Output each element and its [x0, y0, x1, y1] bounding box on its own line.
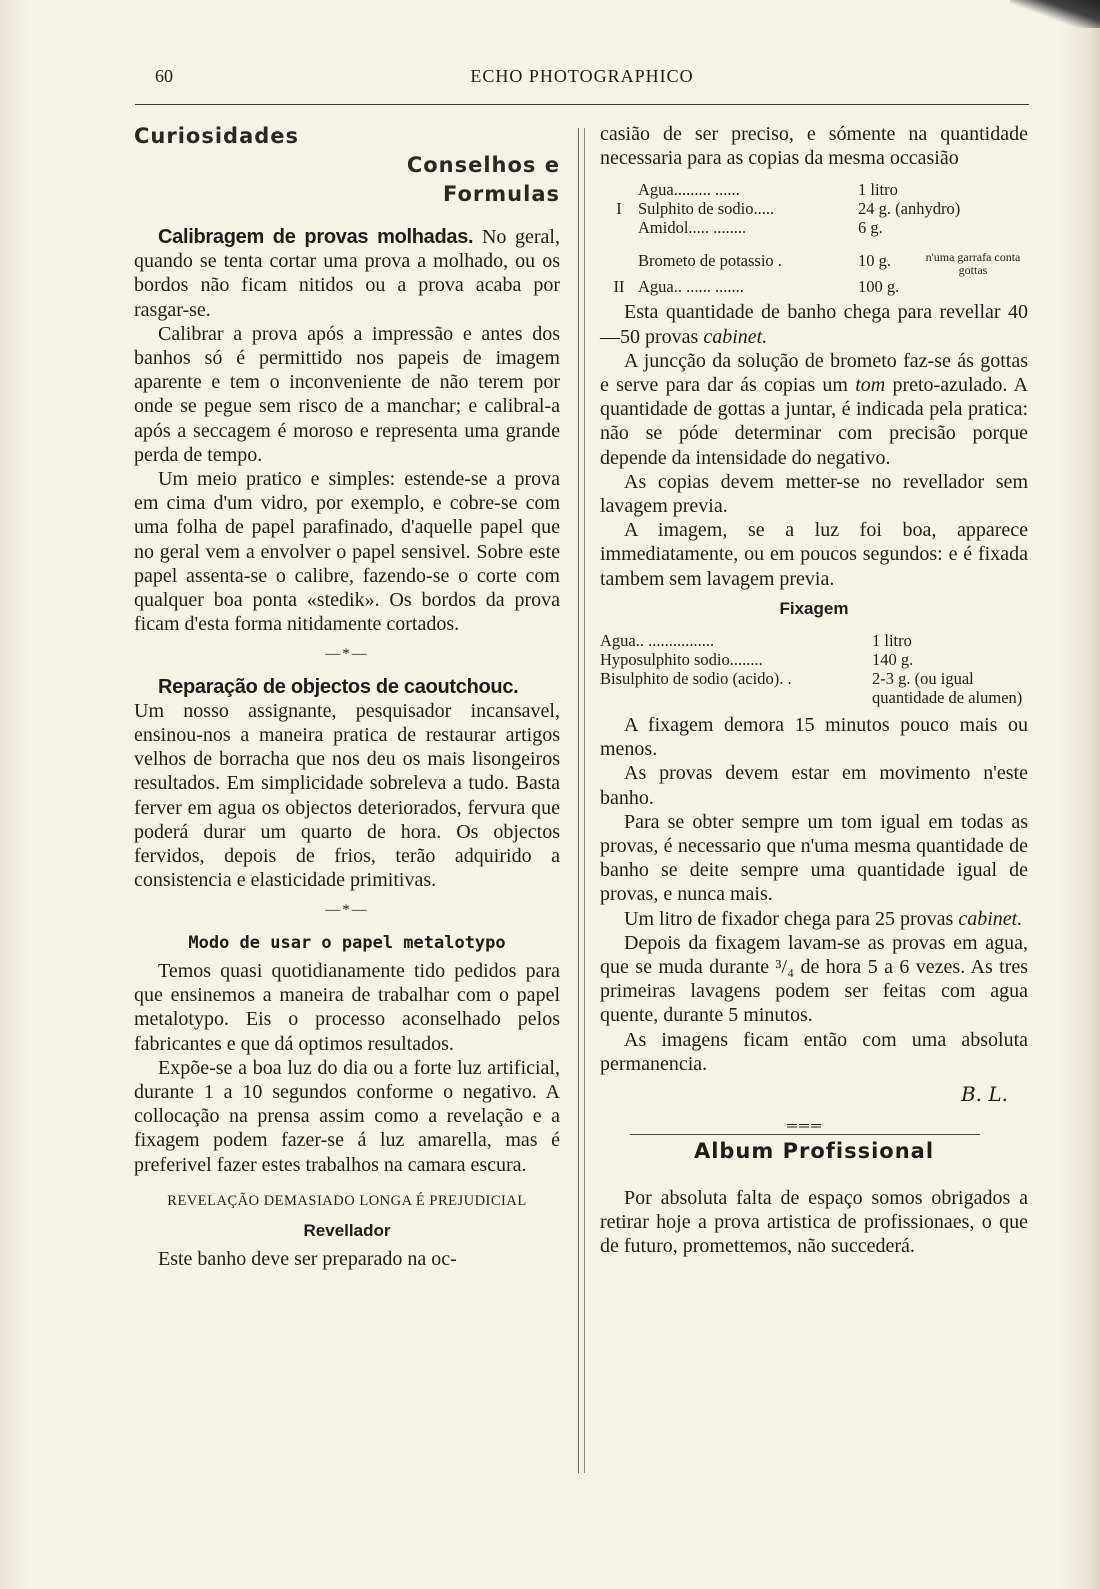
ingredient-value: 2-3 g. (ou igual quantidade de alumen) — [872, 669, 1023, 708]
section-title-line: Formulas — [443, 182, 560, 206]
formula-row — [600, 218, 1028, 237]
page-corner-shadow — [1010, 0, 1100, 28]
right-column — [600, 122, 1028, 1258]
fixagem-formula — [600, 631, 1028, 707]
ingredient-name: Amidol..... ........ — [638, 218, 747, 238]
calibragem-paragraph-3: Um meio pratico e simples: estende-se a prova em cima d'um vidro, por exemplo, e cobre-se com uma folha de papel parafinado, d'aquelle papel que no geral vem a envolver o papel sensivel. Sobre este papel assenta-se o calibre, fazendo-se o corte com qualquer boa ponta «stedik». Os bordos da prova ficam d'esta forma nitidamente cortados. — [134, 468, 560, 636]
revellador-heading: Revellador — [303, 1220, 391, 1240]
separator-star: —*— — [325, 646, 369, 663]
paragraph-movimento: As provas devem estar em movimento n'este banho. — [600, 762, 1028, 809]
album-title: Album Profissional — [693, 1139, 935, 1164]
reparacao-heading-line — [134, 675, 560, 699]
header-rule — [135, 104, 1029, 105]
calibragem-heading: Calibragem de provas molhadas. — [158, 226, 474, 248]
ingredient-name: Hyposulphito sodio........ — [600, 650, 763, 670]
separator-star: —*— — [325, 902, 369, 919]
ingredient-value: 1 litro — [872, 631, 912, 651]
formula-row — [600, 199, 1028, 218]
ingredient-name: Agua.. ...... ....... — [638, 277, 744, 297]
revellador-paragraph: Este banho deve ser preparado na oc- — [158, 1248, 457, 1271]
paragraph-copias: As copias devem metter-se no revellador sem lavagem previa. — [600, 470, 1028, 518]
reparacao-heading: Reparação de objectos de caoutchouc. — [158, 675, 519, 698]
paragraph-lavagem: Depois da fixagem lavam-se as provas em agua, que se muda durante ³/₄ de hora 5 a 6 vezes. As tres primeiras lavagens podem ser feitas com agua quente, durante 5 minutos. — [600, 931, 1028, 1027]
calibragem-text: No geral, quando se tenta cortar uma prova a molhado, ou os bordos não ficam nitidos ou a prova acaba por rasgar-se. — [134, 226, 560, 321]
section-title-line: Curiosidades — [134, 124, 300, 148]
modo-paragraph-1: Temos quasi quotidianamente tido pedidos para que ensinemos a maneira de trabalhar com o papel metalotypo. Eis o processo aconselhado pelos fabricantes e que dá optimos resultados. — [134, 959, 560, 1055]
formula-row — [600, 251, 1028, 277]
formula-row — [600, 669, 1028, 707]
paragraph-fixagem-tempo: A fixagem demora 15 minutos pouco mais ou menos. — [600, 714, 1028, 761]
modo-heading: Modo de usar o papel metalotypo — [188, 932, 506, 953]
ingredient-value: 100 g. — [858, 277, 900, 297]
paragraph-juncao: A juncção da solução de brometo faz-se ás gottas e serve para dar ás copias um tom preto-azulado. A quantidade de gottas a juntar, é indicada pela pratica: não se póde determinar com precisão porque depende da intensidade do negativo. — [600, 349, 1028, 469]
formula-row — [600, 650, 1028, 669]
formula-II — [600, 251, 1028, 296]
paragraph-permanencia: As imagens ficam então com uma absoluta permanencia. — [600, 1028, 1028, 1075]
formula-row — [600, 180, 1028, 199]
left-column — [134, 122, 560, 1271]
running-title: ECHO PHOTOGRAPHICO — [470, 66, 694, 86]
ingredient-name: Bisulphito de sodio (acido). . — [600, 669, 792, 689]
reparacao-paragraph: Um nosso assignante, pesquisador incansavel, ensinou-nos a maneira pratica de restaurar artigos velhos de borracha que nos deu os mais lisongeiros resultados. Em simplicidade sobreleva a tudo. Basta ferver em agua os objectos deteriorados, fervura que poderá durar um quarto de hora. Os objectos fervidos, depois de frios, terão adquirido a consistencia e elasticidade primitivas. — [134, 699, 560, 892]
paragraph-imagem: A imagem, se a luz foi boa, apparece immediatamente, ou em poucos segundos: e é fixada tambem sem lavagem previa. — [600, 519, 1028, 590]
ingredient-value: 1 litro — [858, 180, 898, 200]
formula-label: II — [613, 277, 625, 297]
continuation-paragraph: casião de ser preciso, e sómente na quantidade necessaria para as copias da mesma occasião — [600, 123, 1028, 170]
formula-note: n'uma garrafa conta gottas — [925, 250, 1021, 278]
column-divider-inner — [584, 128, 585, 1473]
ingredient-name: Brometo de potassio . — [638, 251, 782, 271]
paragraph-litro: Um litro de fixador chega para 25 provas cabinet. — [624, 907, 1023, 930]
formula-label: I — [616, 199, 622, 219]
album-paragraph: Por absoluta falta de espaço somos obrigados a retirar hoje a prova artistica de profissionaes, o que de futuro, promettemos, não succederá. — [600, 1186, 1028, 1257]
formula-I — [600, 180, 1028, 237]
page-header — [135, 66, 1029, 92]
formula-row — [600, 631, 1028, 650]
ingredient-value: 10 g. — [858, 251, 891, 271]
album-ornament: ═══ — [630, 1120, 980, 1135]
ingredient-value: 6 g. — [858, 218, 883, 238]
ingredient-value: 140 g. — [872, 650, 914, 670]
fixagem-heading: Fixagem — [779, 598, 849, 618]
ingredient-name: Sulphito de sodio..... — [638, 199, 775, 219]
section-title-line: Conselhos e — [406, 153, 560, 177]
ingredient-value: 24 g. (anhydro) — [858, 199, 961, 219]
page-number: 60 — [155, 66, 173, 86]
ingredient-name: Agua.. ................ — [600, 631, 715, 651]
author-signature: B. L. — [960, 1082, 1008, 1107]
calibragem-paragraph — [134, 225, 560, 322]
modo-paragraph-2: Expõe-se a boa luz do dia ou a forte luz artificial, durante 1 a 10 segundos conforme o negativo. A collocação na prensa assim como a revelação e a fixagem podem fazer-se á luz amarella, mas é preferivel fazer estes trabalhos na camara escura. — [134, 1056, 560, 1176]
paragraph-quantidade: Esta quantidade de banho chega para revellar 40—50 provas cabinet. — [600, 301, 1028, 348]
section-title — [134, 122, 560, 209]
calibragem-paragraph-2: Calibrar a prova após a impressão e antes dos banhos só é permittido nos papeis de imagem aparente e tem o inconveniente de não terem por onde se pegue sem risco de a manchar; e calibral-a após a seccagem é moroso e representa uma grande perda de tempo. — [134, 322, 560, 466]
ingredient-name: Agua......... ...... — [638, 180, 740, 200]
formula-row — [600, 277, 1028, 296]
column-divider — [578, 128, 579, 1473]
caps-heading: REVELAÇÃO DEMASIADO LONGA É PREJUDICIAL — [167, 1192, 527, 1209]
paragraph-tom-igual: Para se obter sempre um tom igual em todas as provas, é necessario que n'uma mesma quantidade de banho se deite sempre uma quantidade igual de provas, e nunca mais. — [600, 810, 1028, 906]
